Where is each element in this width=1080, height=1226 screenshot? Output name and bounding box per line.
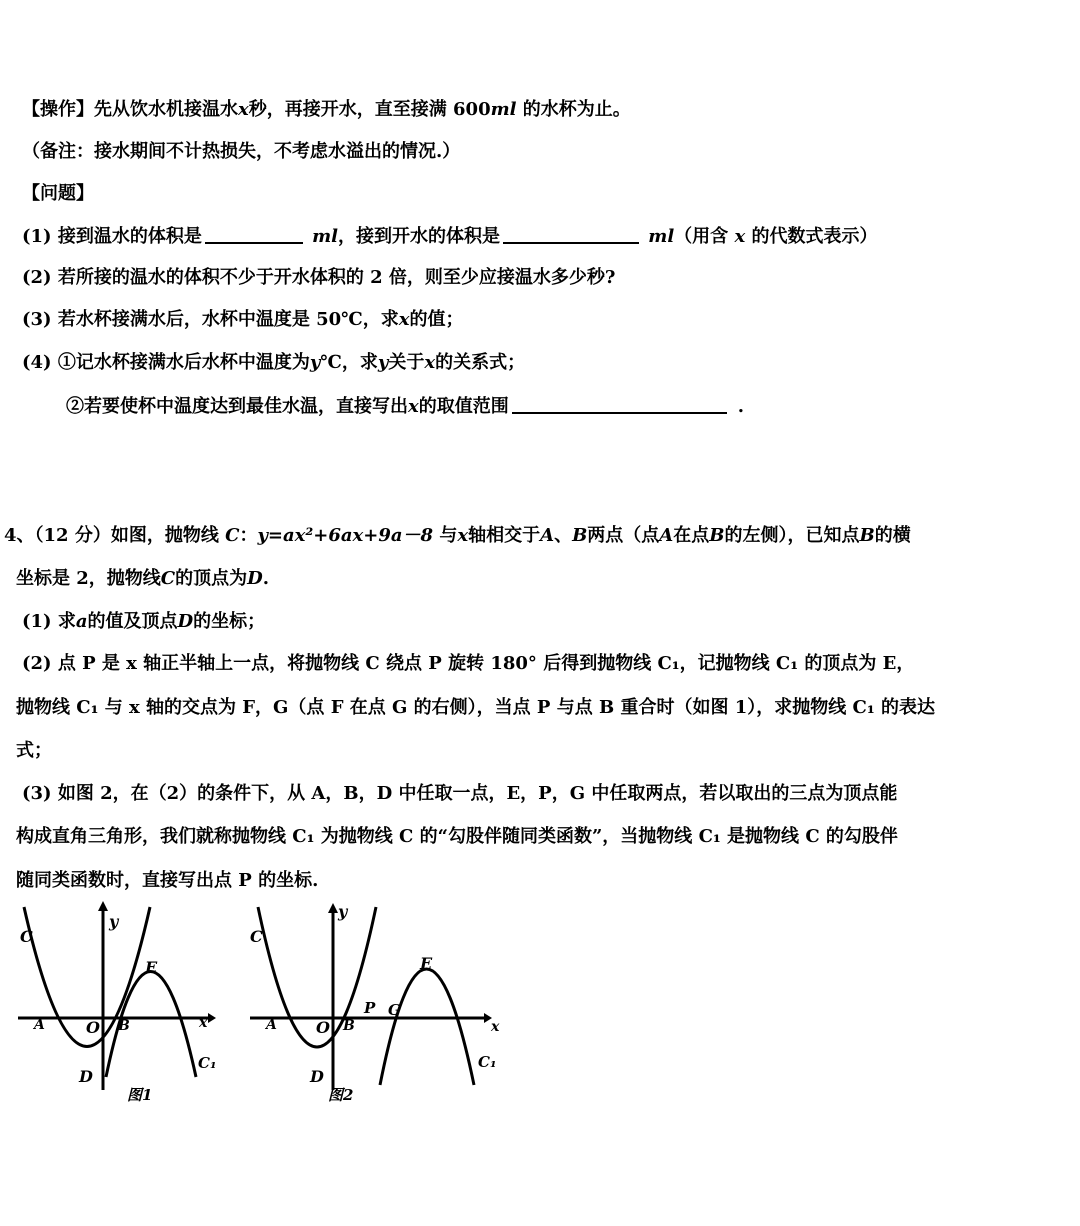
- p1-var: a: [75, 611, 88, 632]
- parabola-equation: y=ax²+6ax+9a－8: [257, 525, 434, 546]
- q1-unit-2: ml: [648, 226, 675, 247]
- fig1-y-arrow: [98, 901, 108, 911]
- question-4-2: [66, 394, 744, 419]
- q4-2-var: x: [408, 396, 419, 417]
- op-unit: ml: [490, 99, 517, 120]
- q4-text-a: (4) ①记水杯接满水后水杯中温度为: [22, 352, 310, 373]
- op-mid: 秒，再接开水，直至接满: [248, 99, 447, 120]
- q4-var-x: x: [424, 352, 436, 373]
- op-suffix: 的水杯为止。: [522, 99, 631, 120]
- question-2: (2) 若所接的温水的体积不少于开水体积的 2 倍，则至少应接温水多少秒?: [22, 267, 616, 288]
- fig2-label-a: A: [266, 1017, 277, 1033]
- question-4-1: [22, 351, 525, 375]
- fig1-x-arrow: [208, 1013, 216, 1023]
- op-vol: 600: [453, 99, 491, 120]
- operation-line: [22, 98, 631, 122]
- q4-2-text-b: 的取值范围: [418, 396, 509, 417]
- problem-4-part-1: [22, 610, 265, 634]
- line2-point-d: D: [247, 568, 263, 589]
- text-s6: 的横: [874, 525, 911, 546]
- q1-text-a: (1) 接到温水的体积是: [22, 226, 202, 247]
- fig2-label-c1: C₁: [478, 1053, 497, 1071]
- problem-4-part-3-line-3: 随同类函数时，直接写出点 P 的坐标.: [16, 870, 319, 891]
- problem-4-part-3-line-1: (3) 如图 2，在（2）的条件下，从 A，B，D 中任取一点，E，P，G 中任取两点，若以取出的三点为顶点能: [22, 783, 898, 804]
- line2-c: .: [262, 568, 270, 589]
- q1-text-d: 的代数式表示）: [751, 226, 878, 247]
- q3-var: x: [398, 309, 410, 330]
- text-s3: 两点（点: [587, 525, 660, 546]
- fig2-label-d: D: [310, 1067, 324, 1086]
- line2-b: 的顶点为: [175, 568, 248, 589]
- fig1-caption: 图1: [127, 1086, 153, 1104]
- problem-4-line-2: [16, 567, 269, 591]
- p1-c: 的坐标；: [193, 611, 266, 632]
- line2-curve: C: [160, 568, 176, 589]
- fig1-label-e: E: [145, 958, 158, 977]
- text-s2: 轴相交于: [468, 525, 541, 546]
- text-s5: 的左侧），已知点: [724, 525, 860, 546]
- text-s4: 在点: [673, 525, 710, 546]
- figures: [0, 895, 1080, 1125]
- var-x: x: [457, 525, 469, 546]
- problem-number: 4、: [4, 525, 35, 546]
- q4-text-b: ℃，求: [320, 352, 378, 373]
- op-prefix: 【操作】先从饮水机接温水: [22, 99, 238, 120]
- q1-text-c: （用含: [674, 226, 729, 247]
- note-line: （备注：接水期间不计热损失，不考虑水溢出的情况.）: [22, 141, 461, 162]
- fig2-caption: 图2: [328, 1086, 354, 1104]
- q4-var-y2: y: [377, 352, 389, 373]
- fig1-label-d: D: [79, 1067, 93, 1086]
- fig2-label-x: x: [491, 1019, 500, 1035]
- question-header: 【问题】: [22, 183, 94, 204]
- point-b-3: B: [859, 525, 875, 546]
- fig2-label-g: G: [388, 1001, 401, 1019]
- figure-1: [18, 901, 217, 1104]
- q4-text-c: 关于: [388, 352, 425, 373]
- q4-2-text-a: ②若要使杯中温度达到最佳水温，直接写出: [66, 396, 408, 417]
- fig2-label-y: y: [338, 902, 348, 921]
- problem-4-part-2-line-3: 式；: [16, 740, 52, 761]
- q1-var: x: [734, 226, 746, 247]
- q3-text-a: (3) 若水杯接满水后，水杯中温度是 50℃，求: [22, 309, 399, 330]
- problem-4-part-2-line-1: (2) 点 P 是 x 轴正半轴上一点，将抛物线 C 绕点 P 旋转 180° 后得到抛物线 C₁，记抛物线 C₁ 的顶点为 E，: [22, 653, 915, 674]
- text-s1: 与: [439, 525, 458, 546]
- q4-var-y: y: [309, 352, 321, 373]
- question-1: [22, 224, 877, 249]
- fig1-label-x: x: [199, 1015, 208, 1031]
- op-var: x: [238, 99, 249, 120]
- fig2-label-o: O: [316, 1018, 330, 1037]
- fig2-parabola-c1: [380, 969, 474, 1085]
- curve-name: C: [225, 525, 240, 546]
- fig1-label-c1: C₁: [198, 1054, 217, 1072]
- fig2-label-p: P: [364, 999, 376, 1017]
- problem-4-line-1: [4, 524, 911, 548]
- fig1-label-a: A: [34, 1017, 45, 1033]
- p1-b: 的值及顶点: [87, 611, 178, 632]
- fig2-label-c: C: [250, 927, 263, 946]
- problem-4-part-3-line-2: 构成直角三角形，我们就称抛物线 C₁ 为抛物线 C 的“勾股伴随同类函数”，当抛物线 C₁ 是抛物线 C 的勾股伴: [16, 826, 898, 847]
- point-b-2: B: [709, 525, 725, 546]
- answer-blank-1[interactable]: [205, 224, 303, 244]
- q1-unit-1: ml: [312, 226, 338, 247]
- figure-2: [250, 902, 500, 1104]
- q4-2-end: .: [737, 396, 745, 417]
- fig2-y-arrow: [328, 903, 338, 913]
- question-3: [22, 308, 463, 332]
- p1-a: (1) 求: [22, 611, 76, 632]
- answer-blank-2[interactable]: [503, 224, 639, 244]
- fig1-label-y: y: [109, 912, 119, 931]
- fig1-label-b: B: [118, 1018, 130, 1034]
- point-a: A: [540, 525, 555, 546]
- fig1-label-o: O: [86, 1018, 100, 1037]
- problem-score: （12 分）如图，抛物线: [34, 525, 219, 546]
- q4-text-d: 的关系式；: [435, 352, 526, 373]
- p1-point-d: D: [177, 611, 194, 632]
- fig2-label-b: B: [343, 1018, 355, 1034]
- colon: ：: [239, 525, 258, 546]
- problem-4-part-2-line-2: 抛物线 C₁ 与 x 轴的交点为 F，G（点 F 在点 G 的右侧），当点 P 与点 B 重合时（如图 1），求抛物线 C₁ 的表达: [16, 697, 935, 718]
- sep: 、: [554, 525, 573, 546]
- q3-text-b: 的值；: [409, 309, 464, 330]
- fig1-label-c: C: [20, 927, 33, 946]
- point-a-2: A: [659, 525, 674, 546]
- fig2-label-e: E: [420, 954, 433, 973]
- answer-blank-3[interactable]: [512, 394, 727, 414]
- line2-a: 坐标是 2，抛物线: [16, 568, 161, 589]
- point-b: B: [572, 525, 588, 546]
- q1-text-b: ，接到开水的体积是: [338, 226, 500, 247]
